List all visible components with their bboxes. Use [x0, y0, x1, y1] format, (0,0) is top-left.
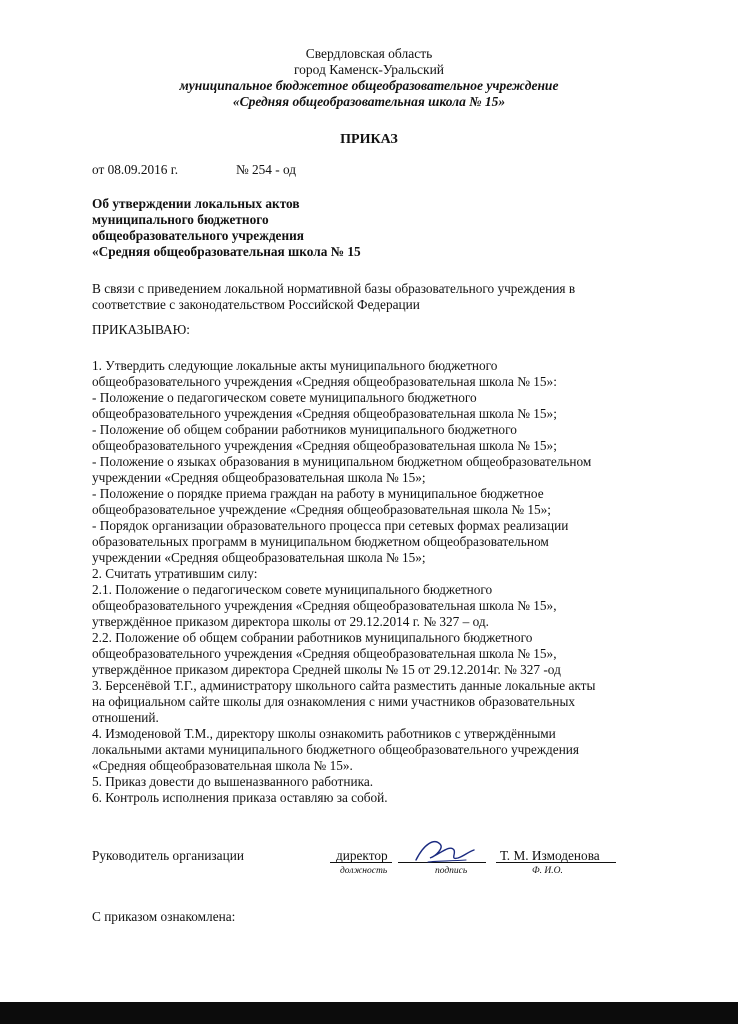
org-type-line: муниципальное бюджетное общеобразовательное учреждение [179, 78, 559, 93]
body-line: учреждении «Средняя общеобразовательная школа № 15»; [92, 470, 426, 485]
body-line: на официальном сайте школы для ознакомления с ними участников образовательных [92, 694, 576, 709]
body-line: 2. Считать утратившим силу: [92, 566, 258, 581]
body-line: общеобразовательного учреждения «Средняя общеобразовательная школа № 15»; [92, 438, 557, 453]
body-line: 1. Утвердить следующие локальные акты муниципального бюджетного [92, 358, 498, 373]
body-line: «Средняя общеобразовательная школа № 15». [92, 758, 353, 773]
subject-line: Об утверждении локальных актов [92, 196, 300, 211]
body-line: 4. Измоденовой Т.М., директору школы ознакомить работников с утверждёнными [92, 726, 556, 741]
city-line: город Каменск-Уральский [293, 62, 445, 77]
body-line: общеобразовательного учреждения «Средняя общеобразовательная школа № 15», [92, 646, 557, 661]
body-line: 2.2. Положение об общем собрании работников муниципального бюджетного [92, 630, 533, 645]
body-line: 3. Берсенёвой Т.Г., администратору школьного сайта разместить данные локальные акты [92, 678, 596, 693]
preamble-line: соответствие с законодательством Российской Федерации [92, 297, 420, 312]
body-line: - Положение о порядке приема граждан на работу в муниципальное бюджетное [92, 486, 544, 501]
order-number: № 254 - од [236, 162, 297, 177]
body-line: 6. Контроль исполнения приказа оставляю за собой. [92, 790, 388, 805]
acknowledgement-line: С приказом ознакомлена: [92, 909, 236, 924]
body-line: 2.1. Положение о педагогическом совете муниципального бюджетного [92, 582, 493, 597]
body-line: - Положение о языках образования в муниципальном бюджетном общеобразовательном [92, 454, 592, 469]
body-line: образовательных программ в муниципальном бюджетном общеобразовательном [92, 534, 549, 549]
region-line: Свердловская область [305, 46, 433, 61]
body-line: общеобразовательное учреждение «Средняя общеобразовательная школа № 15»; [92, 502, 551, 517]
preamble-line: В связи с приведением локальной нормативной базы образовательного учреждения в [92, 281, 576, 296]
body-line: общеобразовательного учреждения «Средняя общеобразовательная школа № 15»: [92, 374, 557, 389]
subject-line: общеобразовательного учреждения [92, 228, 304, 243]
position-caption: должность [340, 866, 388, 876]
document-title: ПРИКАЗ [340, 132, 398, 147]
signatory-name: Т. М. Измоденова [500, 848, 600, 863]
body-line: общеобразовательного учреждения «Средняя общеобразовательная школа № 15»; [92, 406, 557, 421]
signature-caption: подпись [435, 866, 468, 876]
handwritten-signature [410, 834, 480, 868]
command-word: ПРИКАЗЫВАЮ: [92, 322, 190, 337]
subject-line: «Средняя общеобразовательная школа № 15 [92, 244, 361, 259]
body-line: - Положение об общем собрании работников муниципального бюджетного [92, 422, 517, 437]
signatory-position: директор [336, 848, 388, 863]
body-line: 5. Приказ довести до вышеназванного работника. [92, 774, 374, 789]
body-line: - Положение о педагогическом совете муниципального бюджетного [92, 390, 477, 405]
subject-line: муниципального бюджетного [92, 212, 269, 227]
scan-bottom-edge [0, 1002, 738, 1024]
org-name-line: «Средняя общеобразовательная школа № 15» [232, 94, 506, 109]
body-line: локальными актами муниципального бюджетного общеобразовательного учреждения [92, 742, 580, 757]
body-line: - Порядок организации образовательного процесса при сетевых формах реализации [92, 518, 569, 533]
signatory-role: Руководитель организации [92, 848, 244, 863]
order-date: от 08.09.2016 г. [92, 162, 179, 177]
body-line: отношений. [92, 710, 159, 725]
body-line: утверждённое приказом директора школы от 29.12.2014 г. № 327 – од. [92, 614, 489, 629]
body-line: учреждении «Средняя общеобразовательная школа № 15»; [92, 550, 426, 565]
body-line: общеобразовательного учреждения «Средняя общеобразовательная школа № 15», [92, 598, 557, 613]
name-caption: Ф. И.О. [532, 866, 563, 876]
body-line: утверждённое приказом директора Средней школы № 15 от 29.12.2014г. № 327 -од [92, 662, 561, 677]
